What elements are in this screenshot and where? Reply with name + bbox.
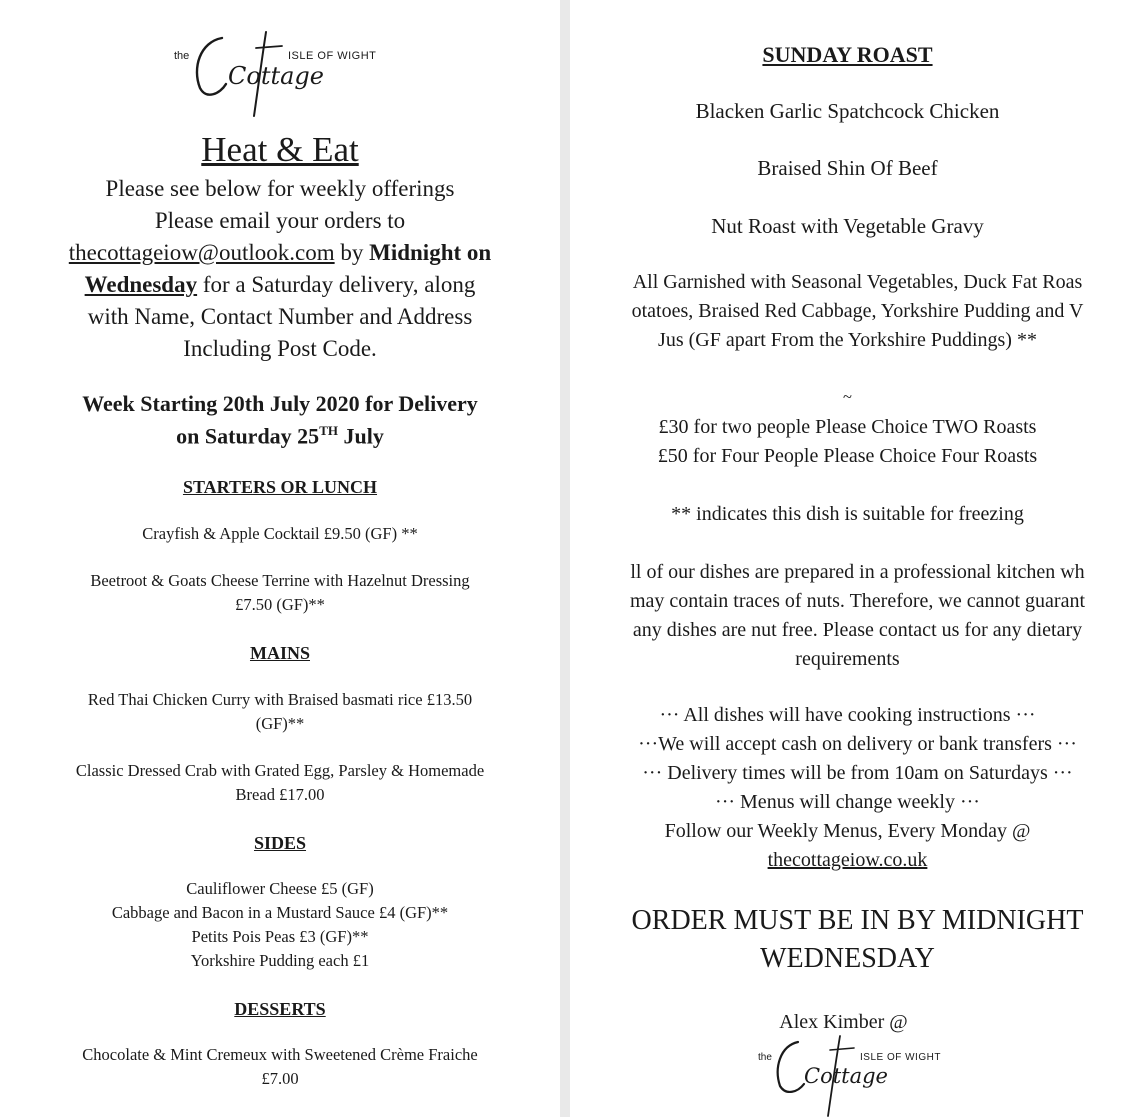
week-line-2 bbox=[0, 423, 560, 449]
logo-place: ISLE OF WIGHT bbox=[860, 1052, 941, 1063]
deadline-part-2: Wednesday bbox=[84, 272, 198, 297]
info-line-4: ··· Menus will change weekly ··· bbox=[715, 791, 980, 813]
main-item-1-line-2: (GF)** bbox=[255, 714, 305, 733]
logo-the: the bbox=[174, 50, 190, 62]
main-item-2-line-2: Bread £17.00 bbox=[235, 785, 325, 804]
starter-item-2-line-1: Beetroot & Goats Cheese Terrine with Hazelnut Dressing bbox=[90, 571, 470, 590]
follow-line: Follow our Weekly Menus, Every Monday @ bbox=[664, 820, 1031, 842]
week-line-2-post: July bbox=[337, 423, 384, 449]
main-item-1-line-1: Red Thai Chicken Curry with Braised basmati rice £13.50 bbox=[87, 690, 473, 709]
side-item-3: Petits Pois Peas £3 (GF)** bbox=[191, 927, 369, 946]
logo-place: ISLE OF WIGHT bbox=[288, 50, 377, 62]
intro-line-2: Please email your orders to bbox=[154, 208, 406, 233]
intro-line-1: Please see below for weekly offerings bbox=[105, 176, 455, 201]
info-line-3: ··· Delivery times will be from 10am on Saturdays ··· bbox=[642, 762, 1073, 784]
intro-line-4-rest: for a Saturday delivery, along bbox=[197, 272, 476, 297]
side-item-2: Cabbage and Bacon in a Mustard Sauce £4 (GF)** bbox=[111, 903, 449, 922]
intro-line-3 bbox=[0, 240, 560, 266]
garnish-line-1: All Garnished with Seasonal Vegetables, Duck Fat Roas bbox=[632, 271, 1083, 293]
roast-item-1: Blacken Garlic Spatchcock Chicken bbox=[695, 99, 1000, 123]
side-item-4: Yorkshire Pudding each £1 bbox=[190, 951, 370, 970]
logo-script: Cottage bbox=[228, 62, 324, 90]
allergy-line-1: ll of our dishes are prepared in a professional kitchen wh bbox=[630, 561, 1085, 583]
menu-page-right bbox=[570, 0, 1125, 1117]
intro-line-6: Including Post Code. bbox=[183, 336, 377, 361]
starter-item-2-line-2: £7.50 (GF)** bbox=[235, 595, 325, 614]
allergy-line-2: may contain traces of nuts. Therefore, we cannot guarant bbox=[630, 590, 1085, 612]
deadline-part-1: Midnight on bbox=[369, 240, 492, 265]
starters-heading: STARTERS OR LUNCH bbox=[182, 477, 378, 497]
garnish-line-3: Jus (GF apart From the Yorkshire Puddings) ** bbox=[658, 329, 1037, 351]
week-line-2-pre: on Saturday 25 bbox=[176, 423, 320, 449]
side-item-1: Cauliflower Cheese £5 (GF) bbox=[186, 879, 374, 898]
tilde-separator: ~ bbox=[843, 387, 852, 406]
price-line-2: £50 for Four People Please Choice Four Roasts bbox=[657, 445, 1038, 467]
website-link[interactable]: thecottageiow.co.uk bbox=[767, 849, 928, 871]
week-line-1: Week Starting 20th July 2020 for Delivery bbox=[82, 391, 478, 416]
desserts-heading: DESSERTS bbox=[234, 999, 326, 1019]
allergy-line-3: any dishes are nut free. Please contact us for any dietary bbox=[632, 619, 1083, 641]
cottage-logo-small bbox=[758, 1032, 958, 1117]
main-item-2-line-1: Classic Dressed Crab with Grated Egg, Parsley & Homemade bbox=[75, 761, 485, 780]
logo-the: the bbox=[758, 1052, 772, 1063]
intro-line-4 bbox=[0, 272, 560, 298]
roast-item-3: Nut Roast with Vegetable Gravy bbox=[711, 214, 984, 238]
roast-item-2: Braised Shin Of Beef bbox=[757, 156, 938, 180]
sides-heading: SIDES bbox=[253, 833, 307, 853]
order-email-link[interactable]: thecottageiow@outlook.com bbox=[68, 240, 335, 265]
week-line-2-sup: TH bbox=[319, 423, 338, 438]
order-deadline-line-2: WEDNESDAY bbox=[760, 943, 935, 974]
info-line-2: ···We will accept cash on delivery or bank transfers ··· bbox=[638, 733, 1077, 755]
starter-item-1: Crayfish & Apple Cocktail £9.50 (GF) ** bbox=[142, 524, 418, 543]
order-deadline-line-1: ORDER MUST BE IN BY MIDNIGHT bbox=[631, 905, 1084, 936]
price-line-1: £30 for two people Please Choice TWO Roasts bbox=[658, 416, 1037, 438]
allergy-line-4: requirements bbox=[795, 648, 900, 670]
cottage-logo bbox=[170, 28, 400, 118]
menu-page-left bbox=[0, 0, 560, 1117]
freezing-note: ** indicates this dish is suitable for freezing bbox=[671, 503, 1024, 525]
dessert-item-1-line-2: £7.00 bbox=[261, 1069, 299, 1088]
sunday-roast-heading: SUNDAY ROAST bbox=[762, 42, 933, 67]
page-title: Heat & Eat bbox=[201, 130, 359, 169]
intro-by: by bbox=[334, 240, 370, 265]
intro-line-5: with Name, Contact Number and Address bbox=[87, 304, 473, 329]
signoff: Alex Kimber @ bbox=[779, 1011, 908, 1033]
mains-heading: MAINS bbox=[249, 643, 310, 663]
info-line-1: ··· All dishes will have cooking instructions ··· bbox=[659, 704, 1036, 726]
logo-script: Cottage bbox=[804, 1064, 888, 1088]
dessert-item-1-line-1: Chocolate & Mint Cremeux with Sweetened Crème Fraiche bbox=[82, 1045, 478, 1064]
garnish-line-2: otatoes, Braised Red Cabbage, Yorkshire Pudding and V bbox=[631, 300, 1084, 322]
page-divider bbox=[560, 0, 570, 1117]
